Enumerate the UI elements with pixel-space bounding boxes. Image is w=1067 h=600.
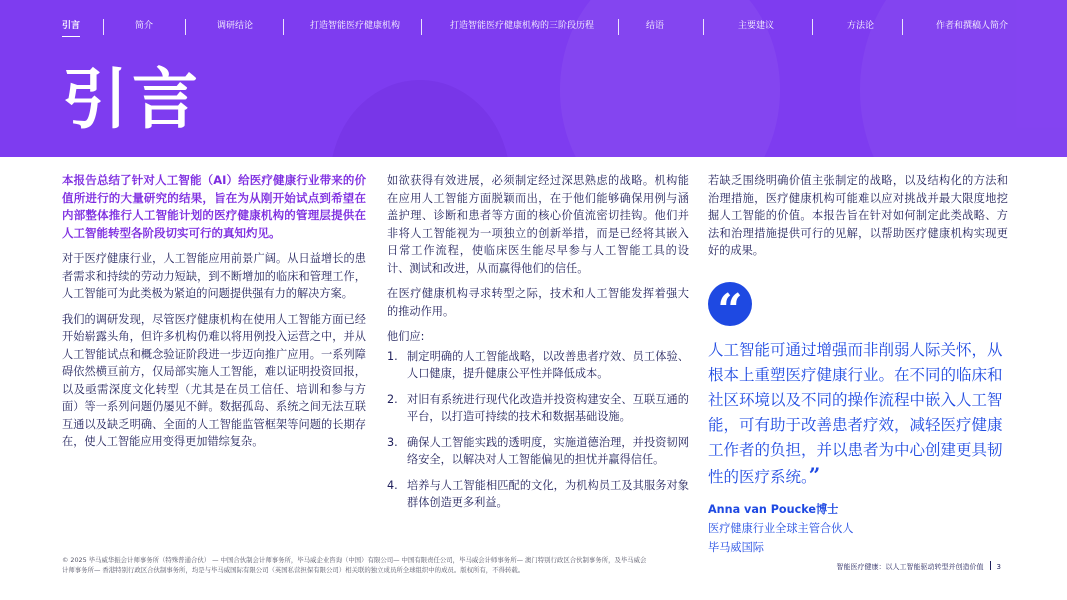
nav-divider	[283, 19, 284, 35]
list-item	[387, 348, 689, 383]
nav-divider	[902, 19, 903, 35]
nav-item-authors[interactable]: 作者和撰稿人简介	[936, 21, 1009, 31]
nav-item-overview[interactable]: 简介	[135, 21, 154, 31]
column-left	[62, 172, 366, 459]
list-item	[387, 477, 689, 512]
column-middle	[387, 172, 689, 520]
page-title: 引言	[62, 61, 202, 138]
banner-texture	[330, 80, 510, 157]
quote-author: Anna van Poucke博士	[708, 502, 839, 516]
nav-divider	[185, 19, 186, 35]
list-lead-in: 他们应:	[387, 330, 425, 343]
author-organization: 毕马威国际	[708, 540, 764, 554]
page-number: 3	[996, 563, 1001, 571]
list-item	[387, 434, 689, 469]
quote-mark-icon: “	[708, 282, 752, 326]
close-quote-icon: ”	[808, 462, 821, 487]
section-nav	[0, 17, 1067, 37]
pull-quote: 人工智能可通过增强而非削弱人际关怀，从根本上重塑医疗健康行业。在不同的临床和社区环境以及不同的操作流程中嵌入人工智能，可有助于改善患者疗效，减轻医疗健康工作者的负担，并以患者为中心创建更具韧性的医疗系统。”	[708, 340, 1003, 487]
list-item-text: 培养与人工智能相匹配的文化，为机构员工及其服务对象群体创造更多利益。	[407, 478, 689, 509]
list-item-text: 确保人工智能实践的透明度，实施道德治理，并投资韧网络安全，以解决对人工智能偏见的担忧并赢得信任。	[407, 435, 689, 466]
nav-item-building-smart-org[interactable]: 打造智能医疗健康机构	[310, 21, 401, 31]
body-paragraph: 我们的调研发现，尽管医疗健康机构在使用人工智能方面已经开始崭露头角，但许多机构仍难以将用例投入运营之中，并从人工智能试点和概念验证阶段进一步迈向推广应用。一系列障碍依然横亘前方，仅局部实施人工智能，难以证明投资回报，以及亟需深度文化转型（尤其是在员工信任、培训和参与方面）等一系列问题仍屡见不鲜。数据孤岛、系统之间无法互联互通以及缺乏明确、全面的人工智能监管框架等问题的长期存在，使人工智能应用变得更加错综复杂。	[62, 312, 366, 448]
body-paragraph: 如欲获得有效进展，必须制定经过深思熟虑的战略。机构能在应用人工智能方面脱颖而出，在于他们能够确保用例与涵盖护理、诊断和患者等方面的核心价值流密切挂钩。他们并非将人工智能视为一项独立的创新举措，而是已经将其嵌入日常工作流程，使临床医生能尽早参与人工智能工具的设计、测试和改进，从而赢得他们的信任。	[387, 174, 689, 275]
nav-item-recommendations[interactable]: 主要建议	[738, 21, 775, 31]
nav-divider	[703, 19, 704, 35]
nav-divider	[103, 19, 104, 35]
page-footer	[837, 561, 1001, 572]
list-number: 2.	[387, 392, 398, 406]
list-number: 3.	[387, 435, 398, 449]
list-item-text: 制定明确的人工智能战略，以改善患者疗效、员工体验、人口健康，提升健康公平性并降低成本。	[407, 349, 689, 380]
list-number: 4.	[387, 478, 398, 492]
nav-item-findings[interactable]: 调研结论	[217, 21, 254, 31]
nav-divider	[421, 19, 422, 35]
recommendation-list	[387, 348, 689, 512]
nav-item-methodology[interactable]: 方法论	[847, 21, 875, 31]
nav-item-conclusion[interactable]: 结语	[646, 21, 665, 31]
body-paragraph: 若缺乏围绕明确价值主张制定的战略，以及结构化的方法和治理措施，医疗健康机构可能难以应对挑战并最大限度地挖掘人工智能的价值。本报告旨在针对如何制定此类战略、方法和治理措施提供可行的见解，以帮助医疗健康机构实现更好的成果。	[708, 174, 1008, 257]
report-title: 智能医疗健康：以人工智能驱动转型并创造价值	[836, 563, 984, 571]
nav-item-intro[interactable]: 引言	[62, 17, 80, 37]
footer-divider	[990, 561, 991, 570]
header-banner	[0, 0, 1067, 157]
nav-divider	[812, 19, 813, 35]
nav-divider	[618, 19, 619, 35]
body-paragraph: 在医疗健康机构寻求转型之际，技术和人工智能发挥着强大的推动作用。	[387, 287, 689, 318]
intro-summary: 本报告总结了针对人工智能（AI）给医疗健康行业带来的价值所进行的大量研究的结果，旨在为从刚开始试点到希望在内部整体推行人工智能计划的医疗健康机构的管理层提供在人工智能转型各阶段切实可行的真知灼见。	[62, 173, 366, 240]
body-paragraph: 对于医疗健康行业，人工智能应用前景广阔。从日益增长的患者需求和持续的劳动力短缺，到不断增加的临床和管理工作，人工智能可为此类极为紧迫的问题提供强有力的解决方案。	[62, 252, 366, 300]
list-item-text: 对旧有系统进行现代化改造并投资构建安全、互联互通的平台，以打造可持续的技术和数据基础设施。	[407, 392, 689, 423]
author-title: 医疗健康行业全球主管合伙人	[708, 521, 854, 535]
column-right	[708, 172, 1008, 557]
copyright-notice: © 2025 毕马威华振会计师事务所（特殊普通合伙） — 中国合伙制会计师事务所，毕马威企业咨询（中国）有限公司— 中国有限责任公司，毕马威会计师事务所— 澳门特别行政区合伙制事务所，及毕马威会计师事务所— 香港特别行政区合伙制事务所，均是与毕马威国际有限公司（英国私营担保有限公司）相关联的独立成员所全球组织中的成员。版权所有，不得转载。	[62, 556, 647, 574]
nav-item-three-phase-journey[interactable]: 打造智能医疗健康机构的三阶段历程	[450, 21, 595, 31]
list-item	[387, 391, 689, 426]
list-number: 1.	[387, 349, 398, 363]
